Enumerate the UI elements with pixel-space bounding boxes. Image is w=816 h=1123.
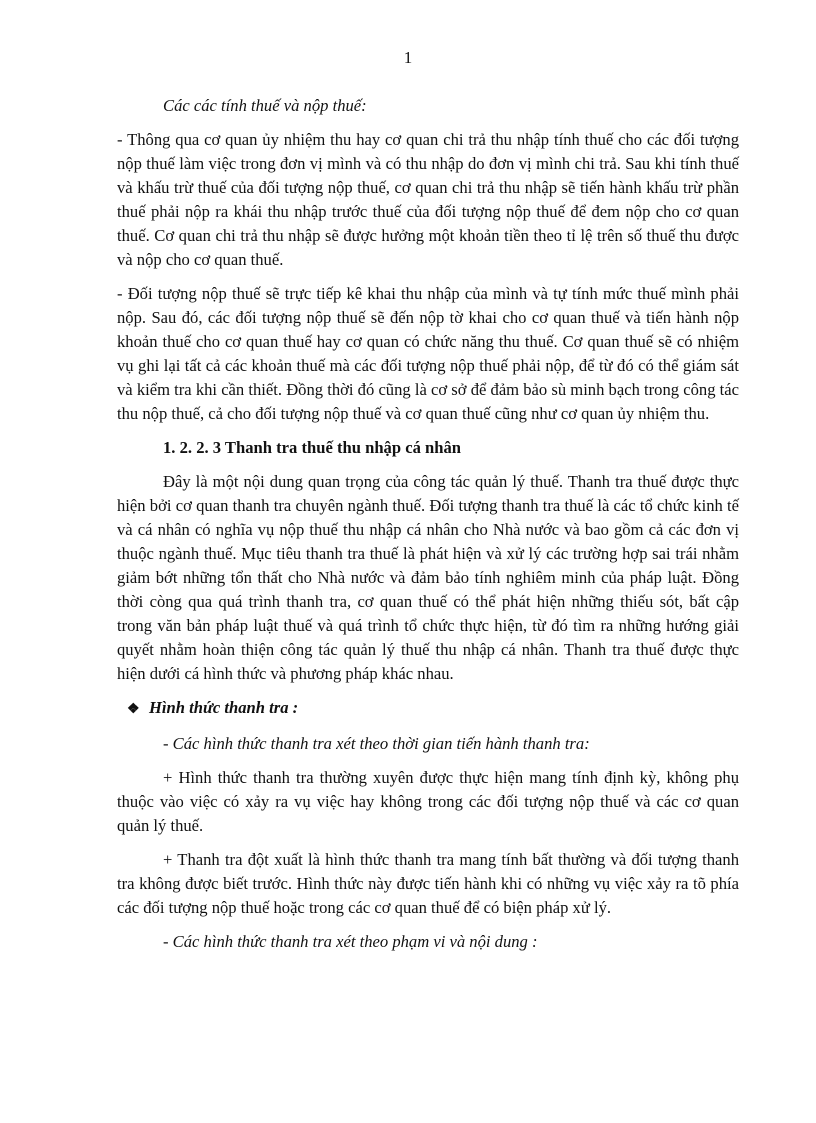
item-2: + Thanh tra đột xuất là hình thức thanh tra mang tính bất thường và đối tượng thanh tra không được biết trước. Hình thức này được tiến hành khi có những vụ việc xảy ra tõ phía các đối tượng nộp thuế hoặc trong các cơ quan thuế để có biện pháp xử lý. (117, 850, 739, 917)
paragraph-1: - Thông qua cơ quan ủy nhiệm thu hay cơ quan chi trả thu nhập tính thuế cho các đối tượng nộp thuế làm việc trong đơn vị mình và có thu nhập do đơn vị mình chi trả. Sau khi tính thuế và khấu trừ thuế của đối tượng nộp thuế, cơ quan chi trả thu nhập sẽ tiến hành khấu trừ phần thuế phải nộp ra khái thu nhập trước thuế của đối tượng nộp thuế để đem nộp cho cơ quan thuế. Cơ quan chi trả thu nhập sẽ được hưởng một khoản tiền theo tỉ lệ trên số thuế thu được và nộp cho cơ quan thuế. (117, 130, 739, 269)
subsection-title (127, 696, 739, 722)
paragraph-2: - Đối tượng nộp thuế sẽ trực tiếp kê khai thu nhập của mình và tự tính mức thuế mình phải nộp. Sau đó, các đối tượng nộp thuế sẽ đến nộp tờ khai cho cơ quan thuế và tiến hành nộp khoản thuế cho cơ quan thuế hay cơ quan có chức năng thu thuế. Cơ quan thuế sẽ có nhiệm vụ ghi lại tất cả các khoản thuế mà các đối tượng nộp thuế phải nộp, để từ đó có thể giám sát và kiểm tra khi cần thiết. Đồng thời đó cũng là cơ sở để đảm bảo sù minh bạch trong công tác thu nộp thuế, cả cho đối tượng nộp thuế và cơ quan thuế cũng như cơ quan ủy nhiệm thu. (117, 284, 739, 423)
sub-heading-1: - Các hình thức thanh tra xét theo thời gian tiến hành thanh tra: (163, 734, 590, 753)
subsection-title-text: Hình thức thanh tra : (149, 698, 299, 717)
section-heading: 1. 2. 2. 3 Thanh tra thuế thu nhập cá nhân (163, 438, 462, 457)
sub-heading-2: - Các hình thức thanh tra xét theo phạm vi và nội dung : (163, 932, 538, 951)
page-number: 1 (403, 48, 413, 67)
document-body (117, 94, 739, 964)
paragraph-3: Đây là một nội dung quan trọng của công tác quản lý thuế. Thanh tra thuế được thực hiện bởi cơ quan thanh tra chuyên ngành thuế. Đối tượng thanh tra thuế là các tổ chức kinh tế và cá nhân có nghĩa vụ nộp thuế thu nhập cá nhân cho Nhà nước và bao gồm cả các đơn vị thuộc ngành thuế. Mục tiêu thanh tra thuế là phát hiện và xử lý các trường hợp sai trái nhằm giảm bớt những tổn thất cho Nhà nước và đảm bảo tính nghiêm minh của pháp luật. Đồng thời còng qua quá trình thanh tra, cơ quan thuế có thể phát hiện những thiếu sót, bất cập trong văn bản pháp luật thuế và quá trình tổ chức thực hiện, từ đó tìm ra những hướng giải quyết nhằm hoàn thiện công tác quản lý thuế thu nhập cá nhân. Thanh tra thuế được thực hiện dưới cá hình thức và phương pháp khác nhau. (117, 472, 739, 683)
diamond-bullet-icon: ❖ (127, 702, 140, 717)
item-1: + Hình thức thanh tra thường xuyên được thực hiện mang tính định kỳ, không phụ thuộc vào việc có xảy ra vụ việc hay không trong các đối tượng nộp thuế và các cơ quan quản lý thuế. (117, 768, 739, 835)
intro-title: Các các tính thuế và nộp thuế: (163, 96, 367, 115)
